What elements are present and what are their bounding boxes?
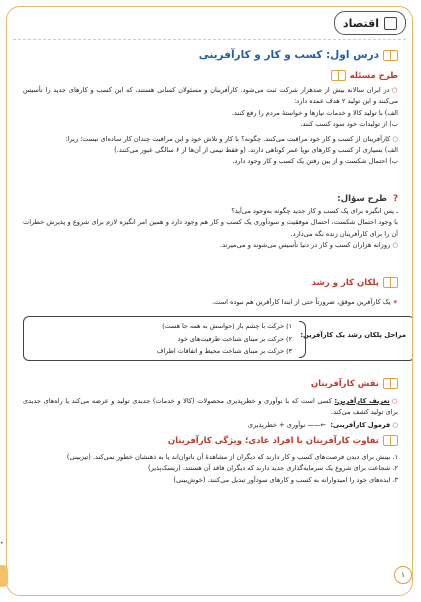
brace xyxy=(299,321,306,358)
role-p1: کسی است که با نوآوری و خطرپذیری محصولات (کالا و خدمات) جدیدی تولید و عرضه می‌کند یا راه‌های جدیدی برای تولید کشف می‌کند. xyxy=(23,397,398,417)
question-title-text: طرح سؤال: xyxy=(337,194,388,204)
problem-p2: الف) با تولید کالا و خدمات نیازها و خواستهٔ مردم را رفع کنند. xyxy=(231,108,398,117)
book-icon xyxy=(383,277,398,288)
diff-item: ۲. شجاعت برای شروع یک سرمایه‌گذاری جدید دارند که دیگران فاقد آن هستند. (ریسک‌پذیر) xyxy=(148,464,398,473)
role-title-text: نقش کارآفرینان xyxy=(310,378,379,389)
page-frame xyxy=(6,6,413,596)
ladder-text: ✶یک کارآفرین موفق، ضرورتاً حتی از ابتدا کارآفرین هم نبوده است. xyxy=(212,298,398,306)
section-question-title xyxy=(337,194,398,204)
subject-title: اقتصاد xyxy=(342,16,379,30)
diff-item: ۳. ایده‌های خود را امیدوارانه به کسب و کارهای سودآور تبدیل می‌کنند. (خوش‌بینی) xyxy=(173,475,398,484)
lesson-title xyxy=(199,49,398,61)
ladder-title-text: پلکان کار و رشد xyxy=(311,277,379,288)
section-ladder-title xyxy=(312,277,398,288)
question-p3: روزانه هزاران کسب و کار در دنیا تأسیس می‌شوند و می‌میرند. xyxy=(220,241,391,250)
book-icon xyxy=(383,50,398,61)
lesson-title-text: درس اول: کسب و کار و کارآفرینی xyxy=(198,49,379,61)
lock-icon xyxy=(384,17,397,30)
subject-tab xyxy=(334,11,406,35)
lightbulb-icon: ? xyxy=(393,194,398,204)
ladder-item: ۳) حرکت بر مبنای شناخت محیط و اتفاقات اطراف xyxy=(156,347,292,355)
problem-p5: الف) بسیاری از کسب و کارهای نوپا عمر کوتاهی دارند. (و فقط نیمی از آن‌ها از ۶ سالگی عبور می‌کنند.) xyxy=(114,146,398,155)
margin-dot: • xyxy=(0,540,4,547)
divider xyxy=(13,39,406,40)
diff-item: ۱. بینش برای دیدن فرصت‌های کسب و کار دارند که دیگران از مشاهدهٔ آن ناتوان‌اند یا به ذهنشان خطور نمی‌کند. (تیزبینی) xyxy=(66,453,398,461)
book-icon xyxy=(331,70,346,81)
question-text: ـ پس انگیزه برای یک کسب و کار جدید چگونه به‌وجود می‌آید؟ با وجود احتمال شکست، احتمال موفقیت و سودآوری یک کسب و کار هم وجود دارد و همین امر انگیزه لازم برای شروع و پذیرش خطرات آن را برای کارآفرینان زنده نگه می‌دارد. ○روزانه هزاران کسب و کار در دنیا تأسیس می‌شوند و می‌میرند. xyxy=(23,207,398,250)
section-role-title xyxy=(311,378,398,389)
formula-text: نوآوری + خطرپذیری xyxy=(247,420,306,429)
ladder-box-label: مراحل پلکان رشد یک کارآفرین: xyxy=(300,331,406,339)
problem-p1: در ایران سالانه بیش از صدهزار شرکت ثبت می‌شود. کارآفرینان و مسئولان کسانی هستند، که این کسب و کارهای جدید را تأسیس می‌کنند و این تولید ۲ هدف عمده دارد: xyxy=(23,86,398,106)
role-def-label: تعریف کارآفرین: xyxy=(334,397,390,405)
page-number: ۱ xyxy=(394,566,412,584)
problem-p4: کارآفرینان از کسب و کار خود مراقبت می‌کنند. چگونه؟ با کار و تلاش خود و این مراقبت چندان کار ساده‌ای نیست؛ زیرا: xyxy=(65,134,391,143)
ladder-p1: یک کارآفرین موفق، ضرورتاً حتی از ابتدا کارآفرین هم نبوده است. xyxy=(212,298,391,306)
section-diff-title xyxy=(168,435,398,446)
ladder-item: ۲) حرکت بر مبنای شناخت ظرفیت‌های خود xyxy=(177,334,292,343)
problem-text: ○در ایران سالانه بیش از صدهزار شرکت ثبت می‌شود. کارآفرینان و مسئولان کسانی هستند، که این کسب و کارهای جدید را تأسیس می‌کنند و این تولید ۲ هدف عمده دارد: الف) با تولید کالا و خدمات نیازها و خواستهٔ مردم را رفع کنند. ب) از تولیدات خود سود کسب کنند. ○کارآفرینان از کسب و کار خود مراقبت می‌کنند. چگونه؟ با کار و تلاش خود و این مراقبت چندان کار ساده‌ای نیست؛ زیرا: الف) بسیاری از کسب و کارهای نوپا عمر کوتاهی دارند. (و فقط نیمی از آن‌ها از ۶ سالگی عبور می‌کنند.) ب) احتمال شکست و از بین رفتن یک کسب و کار وجود دارد. xyxy=(23,85,398,168)
problem-title-text: طرح مسئله xyxy=(349,70,398,81)
role-text: ○تعریف کارآفرین: کسی است که با نوآوری و خطرپذیری محصولات (کالا و خدمات) جدیدی تولید و عرضه می‌کند یا راه‌های جدیدی برای تولید کشف می‌کند. ○فرمول کارآفرینی: ←—— نوآوری + خطرپذیری xyxy=(23,397,398,429)
diff-text xyxy=(23,452,398,486)
page-edge-tab xyxy=(0,565,8,587)
ladder-item: ۱) حرکت با چشم باز (حواسش به همه جا هست) xyxy=(162,322,292,330)
formula-label: فرمول کارآفرینی: xyxy=(330,420,391,429)
section-problem-title xyxy=(331,70,398,81)
ladder-items xyxy=(157,320,292,358)
diff-title-text: تفاوت کارآفرینان با افراد عادی؛ ویژگی کارآفرینان xyxy=(167,435,379,446)
question-p1: ـ پس انگیزه برای یک کسب و کار جدید چگونه به‌وجود می‌آید؟ xyxy=(231,207,398,215)
book-icon xyxy=(383,435,398,446)
problem-p3: ب) از تولیدات خود سود کسب کنند. xyxy=(300,120,398,129)
question-p2: با وجود احتمال شکست، احتمال موفقیت و سودآوری یک کسب و کار هم وجود دارد و همین امر انگیزه لازم برای شروع و پذیرش خطرات آن را برای کارآفرینان زنده نگه می‌دارد. xyxy=(23,218,398,238)
book-icon xyxy=(383,378,398,389)
problem-p6: ب) احتمال شکست و از بین رفتن یک کسب و کار وجود دارد. xyxy=(232,157,398,166)
ladder-box xyxy=(23,316,413,361)
